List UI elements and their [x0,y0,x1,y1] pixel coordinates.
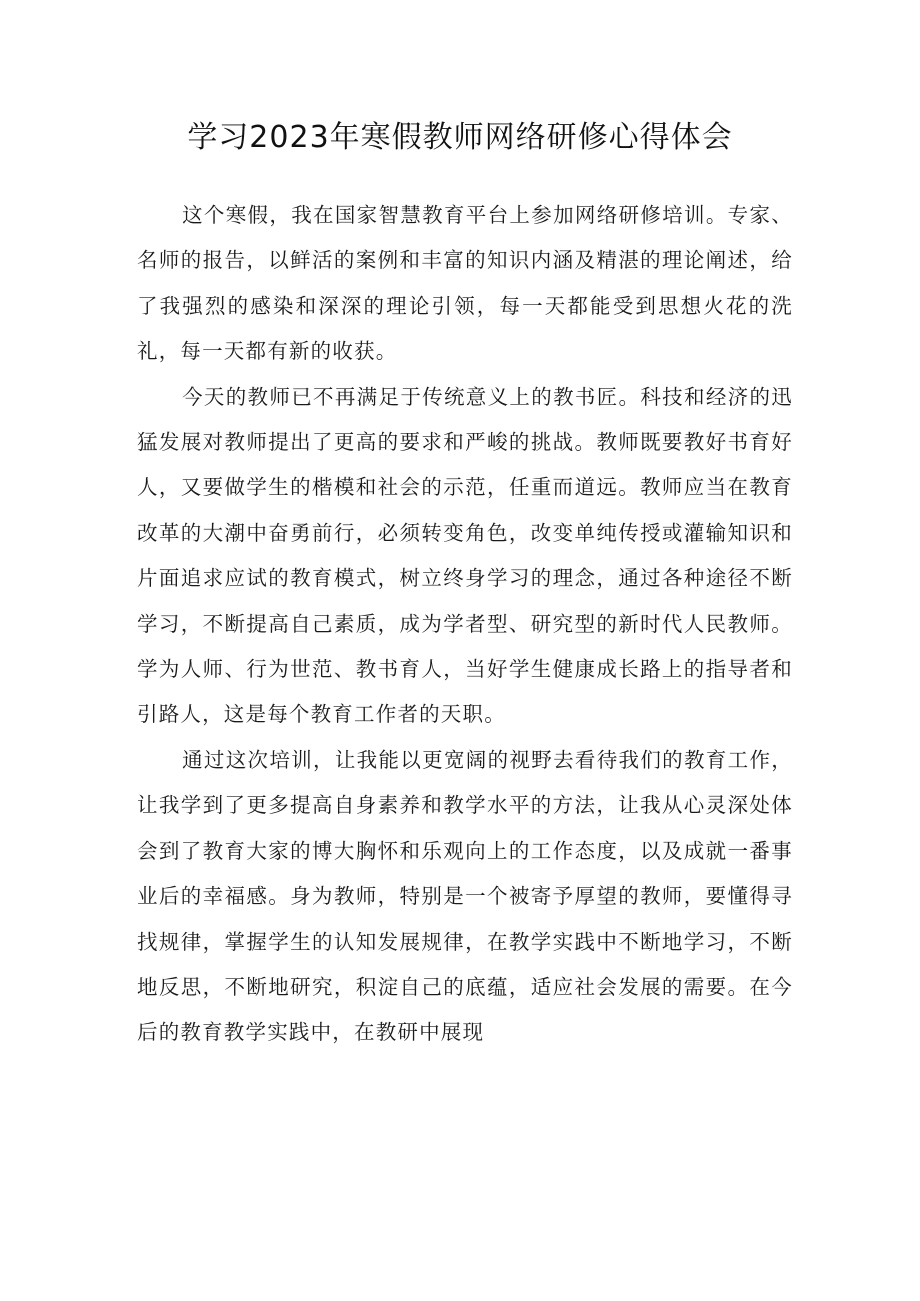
paragraph-2: 今天的教师已不再满足于传统意义上的教书匠。科技和经济的迅猛发展对教师提出了更高的要求和严峻的挑战。教师既要教好书育好人，又要做学生的楷模和社会的示范，任重而道远。教师应当在教育改革的大潮中奋勇前行，必须转变角色，改变单纯传授或灌输知识和片面追求应试的教育模式，树立终身学习的理念，通过各种途径不断学习，不断提高自己素质，成为学者型、研究型的新时代人民教师。学为人师、行为世范、教书育人，当好学生健康成长路上的指导者和引路人，这是每个教育工作者的天职。 [137,384,793,727]
paragraph-3: 通过这次培训，让我能以更宽阔的视野去看待我们的教育工作，让我学到了更多提高自身素养和教学水平的方法，让我从心灵深处体会到了教育大家的博大胸怀和乐观向上的工作态度，以及成就一番事业后的幸福感。身为教师，特别是一个被寄予厚望的教师，要懂得寻找规律，掌握学生的认知发展规律，在教学实践中不断地学习，不断地反思，不断地研究，积淀自己的底蕴，适应社会发展的需要。在今后的教育教学实践中，在教研中展现 [137,747,793,1045]
paragraph-1: 这个寒假，我在国家智慧教育平台上参加网络研修培训。专家、名师的报告，以鲜活的案例和丰富的知识内涵及精湛的理论阐述，给了我强烈的感染和深深的理论引领，每一天都能受到思想火花的洗礼，每一天都有新的收获。 [137,203,793,364]
document-title: 学习2023年寒假教师网络研修心得体会 [187,120,733,155]
document-body [137,193,793,1056]
